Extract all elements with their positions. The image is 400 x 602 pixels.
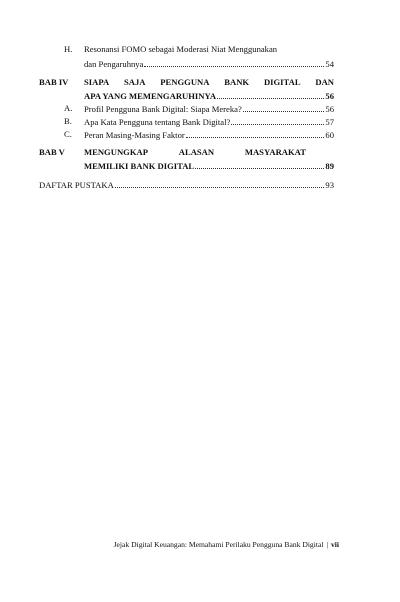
toc-chapter-word: SAJA xyxy=(123,77,146,87)
toc-chapter-word: DIGITAL xyxy=(263,77,301,87)
toc-entry-line xyxy=(84,103,334,115)
toc-chapter-title-line2 xyxy=(84,90,334,102)
toc-dot-leader xyxy=(115,179,325,188)
toc-entry-label: A. xyxy=(64,103,73,113)
toc-chapter-word: MASYARAKAT xyxy=(244,147,306,157)
toc-page-number: 56 xyxy=(325,104,334,114)
toc-bibliography xyxy=(39,179,334,191)
toc-chapter-word: MENGUNGKAP xyxy=(84,147,148,157)
toc-entry-text: DAFTAR PUSTAKA xyxy=(39,180,114,190)
toc-entry-text: Peran Masing-Masing Faktor xyxy=(84,130,185,140)
toc-dot-leader xyxy=(231,116,324,125)
toc-chapter-label: BAB IV xyxy=(39,77,69,87)
toc-dot-leader xyxy=(186,129,325,138)
toc-page-number: 60 xyxy=(325,130,334,140)
toc-page-number: 54 xyxy=(325,59,334,69)
toc-chapter-word: SIAPA xyxy=(84,77,110,87)
toc-chapter-title-line2 xyxy=(84,160,334,172)
toc-entry-label: C. xyxy=(64,129,72,139)
toc-page-number: 93 xyxy=(325,180,334,190)
toc-entry-text: dan Pengaruhnya xyxy=(84,59,144,69)
toc-dot-leader xyxy=(243,103,325,112)
toc-entry-line xyxy=(84,129,334,141)
footer-page-number: vii xyxy=(330,540,339,549)
toc-chapter-label: BAB V xyxy=(39,147,65,157)
toc-entry-label: B. xyxy=(64,116,72,126)
page-footer xyxy=(114,540,339,550)
toc-entry-text: Resonansi FOMO sebagai Moderasi Niat Menggunakan xyxy=(84,44,278,54)
toc-chapter-text: MEMILIKI BANK DIGITAL xyxy=(84,161,195,171)
toc-chapter-word: PENGGUNA xyxy=(160,77,210,87)
toc-chapter-text: APA YANG MEMENGARUHINYA xyxy=(84,91,217,101)
toc-page-number: 56 xyxy=(325,91,334,101)
toc-entry-text: Profil Pengguna Bank Digital: Siapa Mereka? xyxy=(84,104,242,114)
toc-entry-line xyxy=(84,58,334,70)
toc-dot-leader xyxy=(195,160,324,169)
toc-chapter-word: ALASAN xyxy=(178,147,215,157)
toc-dot-leader xyxy=(217,90,324,99)
footer-separator: | xyxy=(326,540,328,549)
footer-book-title: Jejak Digital Keuangan: Memahami Perilaku Pengguna Bank Digital xyxy=(113,540,324,549)
toc-page-number: 57 xyxy=(325,117,334,127)
toc-chapter-title-line1 xyxy=(84,147,306,158)
toc-entry-text: Apa Kata Pengguna tentang Bank Digital? xyxy=(84,117,231,127)
toc-chapter-word: BANK xyxy=(224,77,250,87)
toc-entry-label: H. xyxy=(64,44,73,54)
toc-chapter-title-line1 xyxy=(84,77,334,88)
toc-chapter-word: DAN xyxy=(315,77,334,87)
toc-dot-leader xyxy=(144,58,324,67)
toc-entry-line xyxy=(84,116,334,128)
toc-page-number: 89 xyxy=(325,161,334,171)
